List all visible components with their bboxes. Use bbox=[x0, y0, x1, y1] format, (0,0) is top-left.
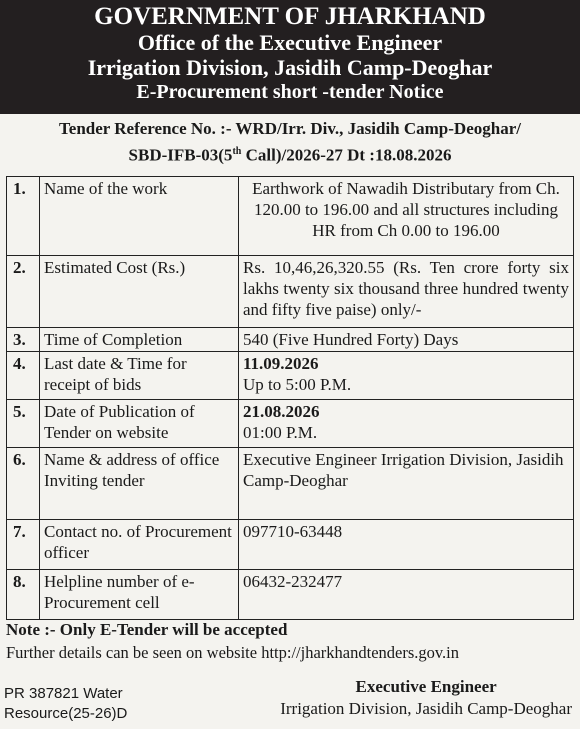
row-number: 5. bbox=[7, 400, 40, 448]
row-number: 3. bbox=[7, 328, 40, 352]
row-label: Last date & Time for receipt of bids bbox=[40, 352, 239, 400]
row-value bbox=[239, 352, 574, 400]
reference-line2-post: Call)/2026-27 Dt :18.08.2026 bbox=[241, 145, 452, 165]
row-value: Earthwork of Nawadih Distributary from Ch. 120.00 to 196.00 and all structures including HR from Ch 0.00 to 196.00 bbox=[239, 177, 574, 256]
row-number: 1. bbox=[7, 177, 40, 256]
row-value bbox=[239, 400, 574, 448]
table-row bbox=[7, 328, 574, 352]
pr-number bbox=[4, 684, 127, 724]
tender-reference bbox=[0, 114, 580, 167]
row-value: Executive Engineer Irrigation Division, Jasidih Camp-Deoghar bbox=[239, 448, 574, 520]
table-row bbox=[7, 520, 574, 570]
header-government: GOVERNMENT OF JHARKHAND bbox=[94, 3, 486, 30]
website-details: Further details can be seen on website http://jharkhandtenders.gov.in bbox=[6, 643, 460, 662]
row-number: 4. bbox=[7, 352, 40, 400]
row-label: Contact no. of Procurement officer bbox=[40, 520, 239, 570]
signature-office: Irrigation Division, Jasidih Camp-Deoghar bbox=[280, 699, 572, 718]
row-value: Rs. 10,46,26,320.55 (Rs. Ten crore forty six lakhs twenty six thousand three hundred twenty and fifty five paise) only/- bbox=[239, 256, 574, 328]
row-number: 8. bbox=[7, 570, 40, 620]
pr-line2: Resource(25-26)D bbox=[4, 705, 128, 722]
table-row bbox=[7, 256, 574, 328]
notice-header bbox=[0, 0, 580, 114]
row-label: Time of Completion bbox=[40, 328, 239, 352]
row-label: Name & address of office Inviting tender bbox=[40, 448, 239, 520]
etender-note: Note :- Only E-Tender will be accepted bbox=[6, 620, 288, 639]
table-row bbox=[7, 400, 574, 448]
publication-date: 21.08.2026 bbox=[243, 402, 320, 421]
reference-line1: Tender Reference No. :- WRD/Irr. Div., Jasidih Camp-Deoghar/ bbox=[59, 119, 521, 138]
row-number: 6. bbox=[7, 448, 40, 520]
header-notice-title: E-Procurement short -tender Notice bbox=[136, 81, 444, 103]
reference-line2-pre: SBD-IFB-03(5 bbox=[128, 145, 233, 165]
table-row bbox=[7, 352, 574, 400]
reference-line2 bbox=[4, 140, 576, 167]
tender-details-table bbox=[6, 176, 574, 620]
row-value: 06432-232477 bbox=[239, 570, 574, 620]
bid-last-time: Up to 5:00 P.M. bbox=[243, 375, 352, 394]
reference-line2-sup: th bbox=[232, 146, 242, 157]
signature-block bbox=[280, 676, 572, 720]
row-value: 097710-63448 bbox=[239, 520, 574, 570]
publication-time: 01:00 P.M. bbox=[243, 423, 318, 442]
row-value: 540 (Five Hundred Forty) Days bbox=[239, 328, 574, 352]
pr-line1: PR 387821 Water bbox=[4, 685, 123, 702]
table-row bbox=[7, 177, 574, 256]
header-office: Office of the Executive Engineer bbox=[137, 30, 443, 55]
table-row bbox=[7, 570, 574, 620]
row-label: Name of the work bbox=[40, 177, 239, 256]
row-number: 2. bbox=[7, 256, 40, 328]
row-label: Helpline number of e-Procurement cell bbox=[40, 570, 239, 620]
table-row bbox=[7, 448, 574, 520]
header-division: Irrigation Division, Jasidih Camp-Deoghar bbox=[87, 55, 493, 80]
row-label: Estimated Cost (Rs.) bbox=[40, 256, 239, 328]
row-number: 7. bbox=[7, 520, 40, 570]
signature-title: Executive Engineer bbox=[355, 677, 497, 696]
row-label: Date of Publication of Tender on website bbox=[40, 400, 239, 448]
bid-last-date: 11.09.2026 bbox=[243, 354, 319, 373]
